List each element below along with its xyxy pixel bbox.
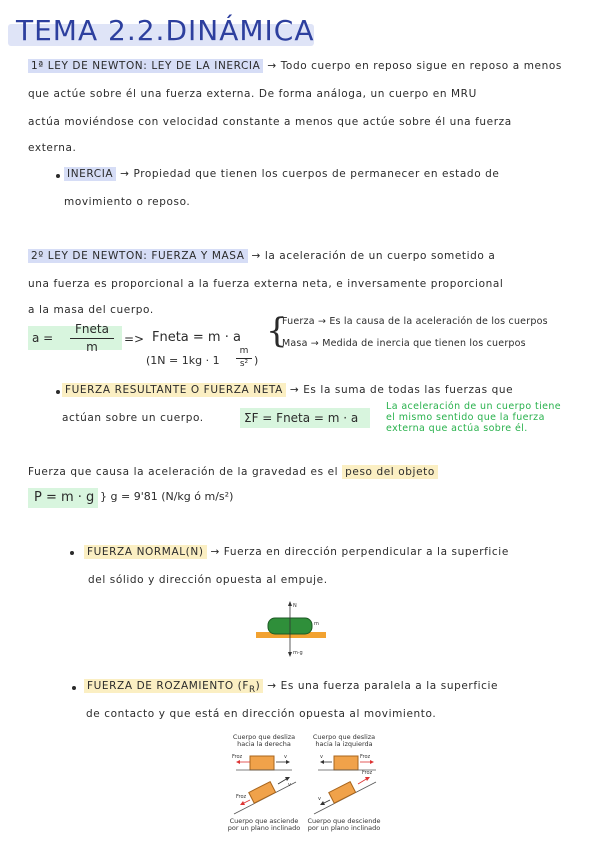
label-v-tr: v	[320, 754, 323, 760]
definition-brace: {	[266, 311, 288, 351]
second-law-text1: → la aceleración de un cuerpo sometido a	[247, 250, 496, 262]
inercia-line2: movimiento o reposo.	[64, 196, 191, 208]
first-law-text1: → Todo cuerpo en reposo sigue en reposo a menos	[263, 60, 562, 72]
second-law-heading: 2º LEY DE NEWTON: FUERZA Y MASA	[28, 249, 248, 263]
weight-formula: P = m · g	[34, 490, 95, 505]
g-value-text: g = 9'81 (N/kg ó m/s²)	[110, 490, 234, 503]
friction-diagram	[226, 748, 384, 820]
def-fuerza: Fuerza → Es la causa de la aceleración de los cuerpos	[282, 316, 548, 327]
weight-g-value: } g = 9'81 (N/kg ó m/s²)	[100, 490, 234, 503]
caption-tl-2: hacia la derecha	[237, 740, 291, 748]
caption-br	[306, 818, 382, 832]
friction-figure	[226, 732, 384, 836]
friction-line2: de contacto y que está en dirección opuesta al movimiento.	[86, 708, 437, 720]
friction-term-end: )	[255, 680, 261, 692]
caption-bl	[226, 818, 302, 832]
green-note	[386, 401, 561, 434]
green-note-line1: La aceleración de un cuerpo tiene	[386, 401, 562, 412]
caption-tr	[306, 734, 382, 748]
normal-line2: del sólido y dirección opuesta al empuje.	[88, 574, 328, 586]
resultante-line1	[62, 384, 513, 396]
resultante-term: FUERZA RESULTANTE O FUERZA NETA	[62, 383, 286, 397]
formula-denominator: m	[86, 340, 98, 354]
formula-fraction-bar	[70, 338, 114, 339]
formula-implies: =>	[124, 332, 145, 346]
bullet-friction	[72, 686, 76, 690]
caption-tl-1: Cuerpo que desliza	[232, 733, 296, 741]
normal-line1	[84, 546, 509, 558]
formula-fneta: Fneta = m · a	[152, 330, 241, 345]
label-mg: m·g	[293, 650, 303, 656]
sum-formula: ΣF = Fneta = m · a	[244, 411, 359, 425]
unit-prefix: (1N = 1kg · 1	[146, 354, 220, 367]
green-note-line3: externa que actúa sobre él.	[386, 423, 528, 434]
friction-text1: → Es una fuerza paralela a la superficie	[263, 680, 499, 692]
first-law-line2: que actúe sobre él una fuerza externa. De forma análoga, un cuerpo en MRU	[28, 88, 477, 100]
label-froz-br: Froz	[362, 770, 373, 776]
page-title: TEMA 2.2.DINÁMICA	[16, 14, 315, 47]
first-law-line3: actúa moviéndose con velocidad constante a menos que actúe sobre él una fuerza	[28, 116, 512, 128]
bullet-resultante	[56, 390, 60, 394]
friction-term-text: FUERZA DE ROZAMIENTO (F	[87, 680, 249, 692]
normal-force-diagram	[238, 598, 342, 660]
weight-line1	[28, 466, 438, 478]
friction-term	[84, 679, 263, 696]
friction-term-sub: R	[248, 685, 256, 696]
label-n: N	[293, 603, 297, 609]
caption-tr-1: Cuerpo que desliza	[312, 733, 376, 741]
unit-denominator: s²	[239, 359, 249, 369]
label-m: m	[314, 621, 319, 627]
label-froz-tr: Froz	[360, 754, 371, 760]
first-law-line4: externa.	[28, 142, 77, 154]
second-law-line1	[28, 250, 495, 262]
formula-a: a =	[32, 331, 54, 345]
label-froz-tl: Froz	[232, 754, 243, 760]
caption-br-2: por un plano inclinado	[307, 824, 381, 832]
caption-br-1: Cuerpo que desciende	[307, 817, 381, 825]
weight-text: Fuerza que causa la aceleración de la gravedad es el	[28, 466, 343, 478]
label-v-bl: v	[288, 782, 291, 788]
def-masa: Masa → Medida de inercia que tienen los cuerpos	[282, 338, 526, 349]
inercia-term: INERCIA	[64, 167, 116, 181]
formula-numerator: Fneta	[75, 322, 109, 336]
weight-term: peso del objeto	[342, 465, 438, 479]
resultante-line2: actúan sobre un cuerpo.	[62, 412, 204, 424]
normal-force-figure	[238, 598, 342, 660]
first-law-line1	[28, 60, 562, 72]
normal-text1: → Fuerza en dirección perpendicular a la superficie	[206, 546, 509, 558]
bullet-normal	[70, 551, 74, 555]
unit-numerator: m	[239, 346, 249, 356]
first-law-heading: 1ª LEY DE NEWTON: LEY DE LA INERCIA	[28, 59, 263, 73]
caption-bl-2: por un plano inclinado	[227, 824, 301, 832]
normal-term: FUERZA NORMAL(N)	[84, 545, 207, 559]
bullet-inercia	[56, 174, 60, 178]
label-froz-bl: Froz	[236, 794, 247, 800]
inercia-text1: → Propiedad que tienen los cuerpos de permanecer en estado de	[116, 168, 500, 180]
second-law-line2: una fuerza es proporcional a la fuerza externa neta, e inversamente proporcional	[28, 278, 504, 290]
label-v-tl: v	[284, 754, 287, 760]
caption-tl	[226, 734, 302, 748]
unit-suffix: )	[254, 354, 259, 367]
caption-tr-2: hacia la izquierda	[315, 740, 373, 748]
inercia-line1	[64, 168, 500, 180]
caption-bl-1: Cuerpo que asciende	[229, 817, 299, 825]
green-note-line2: el mismo sentido que la fuerza	[386, 412, 545, 423]
resultante-text1: → Es la suma de todas las fuerzas que	[285, 384, 514, 396]
friction-line1	[84, 680, 498, 695]
second-law-line3: a la masa del cuerpo.	[28, 304, 154, 316]
label-v-br: v	[318, 796, 321, 802]
